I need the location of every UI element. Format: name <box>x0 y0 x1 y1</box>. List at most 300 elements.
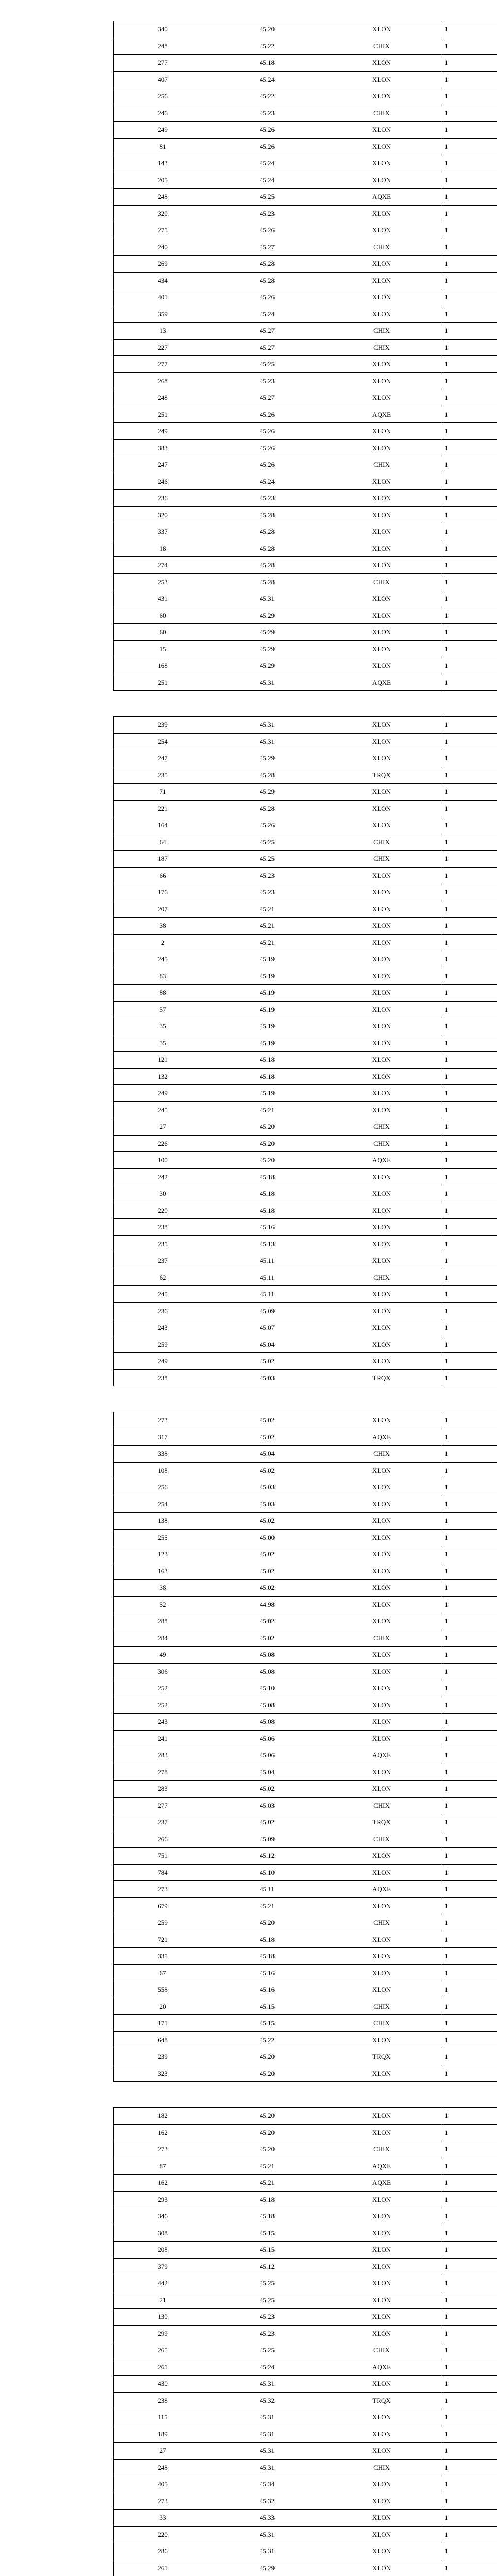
extra-cell: 1 <box>441 1580 497 1596</box>
price-cell: 45.11 <box>260 1257 275 1264</box>
extra-cell: 1 <box>441 901 497 918</box>
quantity-cell: 261 <box>158 2564 168 2572</box>
extra-cell: 1 <box>441 801 497 817</box>
extra-cell: 1 <box>441 1848 497 1864</box>
venue-cell: XLON <box>372 2296 391 2304</box>
venue-cell: XLON <box>372 972 391 980</box>
extra-cell: 1 <box>441 2125 497 2141</box>
table-row <box>114 1202 497 1219</box>
quantity-cell: 283 <box>158 1785 168 1792</box>
quantity-cell: 259 <box>158 1340 168 1348</box>
venue-cell: TRQX <box>372 1374 391 1382</box>
table-row <box>114 2225 497 2242</box>
extra-cell: 1 <box>441 1597 497 1613</box>
extra-cell: 1 <box>441 490 497 506</box>
extra-cell: 1 <box>441 440 497 456</box>
quantity-cell: 21 <box>159 2296 166 2304</box>
price-cell: 45.28 <box>259 528 275 535</box>
price-cell: 45.24 <box>259 477 275 485</box>
extra-cell: 1 <box>441 1002 497 1018</box>
quantity-cell: 171 <box>158 2019 168 2027</box>
quantity-cell: 241 <box>158 1734 168 1742</box>
venue-cell: XLON <box>372 1651 391 1658</box>
price-cell: 45.02 <box>259 1584 275 1591</box>
table-row <box>114 389 497 406</box>
table-row <box>114 1446 497 1463</box>
extra-cell: 1 <box>441 1269 497 1286</box>
table-row <box>114 1998 497 2015</box>
table-row <box>114 1764 497 1781</box>
price-cell: 45.21 <box>259 2179 275 2187</box>
price-cell: 45.31 <box>259 595 275 602</box>
price-cell: 45.27 <box>259 394 275 401</box>
quantity-cell: 143 <box>158 159 168 167</box>
quantity-cell: 784 <box>158 1868 168 1876</box>
quantity-cell: 243 <box>158 1324 168 1331</box>
table-row <box>114 851 497 868</box>
quantity-cell: 35 <box>159 1039 166 1047</box>
venue-cell: XLON <box>372 1190 391 1197</box>
table-row <box>114 289 497 306</box>
venue-cell: XLON <box>372 905 391 913</box>
venue-cell: XLON <box>372 595 391 602</box>
venue-cell: XLON <box>372 92 391 100</box>
extra-cell: 1 <box>441 2426 497 2443</box>
extra-cell: 1 <box>441 72 497 88</box>
quantity-cell: 648 <box>158 2036 168 2044</box>
venue-cell: XLON <box>372 2514 391 2521</box>
quantity-cell: 49 <box>159 1651 166 1658</box>
extra-cell: 1 <box>441 717 497 733</box>
venue-cell: XLON <box>372 2497 391 2505</box>
quantity-cell: 277 <box>158 1801 168 1809</box>
extra-cell: 1 <box>441 1370 497 1386</box>
quantity-cell: 221 <box>158 804 168 812</box>
quantity-cell: 751 <box>158 1852 168 1859</box>
price-cell: 45.23 <box>259 888 275 896</box>
quantity-cell: 237 <box>158 1818 168 1826</box>
price-cell: 45.23 <box>259 377 275 385</box>
quantity-cell: 235 <box>158 771 168 779</box>
table-row <box>114 239 497 256</box>
extra-cell: 1 <box>441 389 497 406</box>
price-cell: 45.28 <box>259 544 275 552</box>
table-row <box>114 2259 497 2276</box>
price-cell: 45.03 <box>259 1374 275 1382</box>
price-cell: 45.10 <box>259 1684 275 1692</box>
price-cell: 45.10 <box>259 1868 275 1876</box>
extra-cell: 1 <box>441 2192 497 2208</box>
table-row <box>114 473 497 490</box>
quantity-cell: 265 <box>158 2346 168 2354</box>
price-cell: 45.20 <box>259 2053 275 2060</box>
quantity-cell: 238 <box>158 1223 168 1231</box>
price-cell: 45.31 <box>259 2463 275 2471</box>
table-row <box>114 2108 497 2125</box>
venue-cell: XLON <box>372 888 391 896</box>
quantity-cell: 679 <box>158 1902 168 1910</box>
quantity-cell: 335 <box>158 1952 168 1960</box>
quantity-cell: 220 <box>158 1206 168 1214</box>
price-cell: 45.25 <box>259 2346 275 2354</box>
extra-cell: 1 <box>441 189 497 205</box>
quantity-cell: 237 <box>158 1257 168 1264</box>
price-cell: 45.21 <box>259 938 275 946</box>
price-cell: 45.25 <box>259 2279 275 2287</box>
quantity-cell: 38 <box>159 1584 166 1591</box>
quantity-cell: 286 <box>158 2547 168 2555</box>
table-row <box>114 2426 497 2443</box>
venue-cell: XLON <box>372 2262 391 2270</box>
venue-cell: CHIX <box>373 1919 390 1926</box>
venue-cell: XLON <box>372 1173 391 1181</box>
extra-cell: 1 <box>441 1136 497 1152</box>
price-cell: 45.23 <box>259 494 275 502</box>
table-row <box>114 2141 497 2158</box>
venue-cell: CHIX <box>373 855 390 862</box>
venue-cell: XLON <box>372 628 391 636</box>
extra-cell: 1 <box>441 674 497 691</box>
price-cell: 45.23 <box>259 2313 275 2320</box>
table-row <box>114 1513 497 1530</box>
quantity-cell: 27 <box>159 1123 166 1130</box>
venue-cell: AQXE <box>372 193 391 200</box>
table-row <box>114 2125 497 2142</box>
price-cell: 45.07 <box>259 1324 275 1331</box>
quantity-cell: 252 <box>158 1684 168 1692</box>
price-cell: 45.09 <box>259 1307 275 1315</box>
quantity-cell: 60 <box>159 628 166 636</box>
table-row <box>114 2015 497 2032</box>
extra-cell: 1 <box>441 1336 497 1353</box>
price-cell: 45.18 <box>259 1952 275 1960</box>
venue-cell: XLON <box>372 1106 391 1114</box>
venue-cell: XLON <box>372 2128 391 2137</box>
extra-cell: 1 <box>441 139 497 155</box>
venue-cell: XLON <box>372 1072 391 1080</box>
venue-cell: AQXE <box>372 2363 391 2371</box>
venue-cell: XLON <box>372 1617 391 1625</box>
price-cell: 45.27 <box>259 327 275 334</box>
quantity-cell: 288 <box>158 1617 168 1625</box>
price-cell: 45.12 <box>259 2262 275 2270</box>
table-row <box>114 440 497 457</box>
table-row <box>114 590 497 607</box>
price-cell: 45.26 <box>259 427 275 435</box>
quantity-cell: 239 <box>158 721 168 728</box>
extra-cell: 1 <box>441 2443 497 2459</box>
quantity-cell: 87 <box>159 2162 166 2170</box>
table-row <box>114 968 497 985</box>
price-cell: 45.26 <box>259 410 275 418</box>
quantity-cell: 253 <box>158 578 168 586</box>
extra-cell: 1 <box>441 1931 497 1948</box>
quantity-cell: 721 <box>158 1935 168 1943</box>
extra-cell: 1 <box>441 1018 497 1035</box>
price-cell: 45.15 <box>259 2229 275 2237</box>
extra-cell: 1 <box>441 2275 497 2292</box>
extra-cell: 1 <box>441 88 497 105</box>
extra-cell: 1 <box>441 473 497 490</box>
extra-cell: 1 <box>441 1118 497 1135</box>
venue-cell: XLON <box>372 1324 391 1331</box>
quantity-cell: 205 <box>158 176 168 184</box>
quantity-cell: 182 <box>158 2112 168 2120</box>
venue-cell: XLON <box>372 2430 391 2438</box>
price-cell: 45.18 <box>259 2212 275 2220</box>
price-cell: 45.19 <box>259 955 275 963</box>
table-row <box>114 256 497 273</box>
extra-cell: 1 <box>441 657 497 674</box>
extra-cell: 1 <box>441 55 497 71</box>
table-row <box>114 674 497 691</box>
table-row <box>114 1898 497 1915</box>
venue-cell: XLON <box>372 788 391 795</box>
quantity-cell: 138 <box>158 1517 168 1524</box>
quantity-cell: 379 <box>158 2262 168 2270</box>
table-row <box>114 1412 497 1429</box>
extra-cell: 1 <box>441 1202 497 1219</box>
quantity-cell: 162 <box>158 2179 168 2187</box>
price-cell: 45.02 <box>259 1567 275 1575</box>
venue-cell: XLON <box>372 2036 391 2044</box>
venue-cell: XLON <box>372 159 391 167</box>
quantity-cell: 255 <box>158 1533 168 1541</box>
venue-cell: XLON <box>372 2480 391 2488</box>
table-row <box>114 1530 497 1547</box>
venue-cell: XLON <box>372 1022 391 1030</box>
extra-cell: 1 <box>441 1496 497 1513</box>
quantity-cell: 88 <box>159 989 166 996</box>
extra-cell: 1 <box>441 784 497 800</box>
table-row <box>114 2543 497 2560</box>
quantity-cell: 306 <box>158 1667 168 1675</box>
trade-table <box>113 1412 497 2082</box>
extra-cell: 1 <box>441 1319 497 1336</box>
extra-cell: 1 <box>441 1881 497 1897</box>
price-cell: 45.03 <box>259 1500 275 1508</box>
venue-cell: XLON <box>372 1223 391 1231</box>
table-row <box>114 1697 497 1714</box>
table-row <box>114 574 497 591</box>
price-cell: 45.02 <box>259 1517 275 1524</box>
quantity-cell: 259 <box>158 1919 168 1926</box>
table-row <box>114 2476 497 2493</box>
venue-cell: CHIX <box>373 1123 390 1130</box>
extra-cell: 1 <box>441 1731 497 1747</box>
quantity-cell: 33 <box>159 2514 166 2521</box>
table-row <box>114 1002 497 1019</box>
venue-cell: CHIX <box>373 343 390 351</box>
extra-cell: 1 <box>441 607 497 624</box>
table-row <box>114 2527 497 2544</box>
venue-cell: XLON <box>372 1935 391 1943</box>
price-cell: 45.28 <box>259 771 275 779</box>
extra-cell: 1 <box>441 2510 497 2526</box>
quantity-cell: 256 <box>158 92 168 100</box>
price-cell: 45.18 <box>259 2195 275 2204</box>
table-row <box>114 1931 497 1948</box>
table-row <box>114 2158 497 2175</box>
table-row <box>114 2048 497 2065</box>
venue-cell: XLON <box>372 1768 391 1776</box>
table-row <box>114 2443 497 2460</box>
venue-cell: XLON <box>372 1290 391 1298</box>
table-row <box>114 1747 497 1764</box>
venue-cell: CHIX <box>373 2346 390 2354</box>
price-cell: 45.20 <box>259 25 275 33</box>
quantity-cell: 254 <box>158 1500 168 1508</box>
extra-cell: 1 <box>441 2208 497 2225</box>
extra-cell: 1 <box>441 540 497 557</box>
price-cell: 45.15 <box>259 2002 275 2010</box>
extra-cell: 1 <box>441 507 497 523</box>
table-row <box>114 206 497 223</box>
price-cell: 45.19 <box>259 1089 275 1097</box>
quantity-cell: 162 <box>158 2128 168 2137</box>
trade-table <box>113 21 497 691</box>
venue-cell: XLON <box>372 1550 391 1558</box>
price-cell: 45.21 <box>259 922 275 929</box>
extra-cell: 1 <box>441 2342 497 2359</box>
venue-cell: XLON <box>372 1684 391 1692</box>
extra-cell: 1 <box>441 574 497 590</box>
extra-cell: 1 <box>441 1102 497 1118</box>
table-row <box>114 1102 497 1119</box>
quantity-cell: 187 <box>158 855 168 862</box>
table-row <box>114 1680 497 1697</box>
table-row <box>114 1597 497 1614</box>
extra-cell: 1 <box>441 2527 497 2543</box>
price-cell: 45.08 <box>259 1718 275 1725</box>
price-cell: 45.29 <box>259 611 275 619</box>
venue-cell: XLON <box>372 1416 391 1424</box>
price-cell: 45.21 <box>259 1902 275 1910</box>
extra-cell: 1 <box>441 1052 497 1068</box>
extra-cell: 1 <box>441 641 497 657</box>
extra-cell: 1 <box>441 2175 497 2191</box>
quantity-cell: 236 <box>158 494 168 502</box>
price-cell: 45.32 <box>259 2497 275 2505</box>
extra-cell: 1 <box>441 1069 497 1085</box>
table-row <box>114 1303 497 1320</box>
extra-cell: 1 <box>441 1613 497 1630</box>
venue-cell: AQXE <box>372 1433 391 1441</box>
extra-cell: 1 <box>441 423 497 439</box>
venue-cell: XLON <box>372 1483 391 1491</box>
extra-cell: 1 <box>441 38 497 55</box>
venue-cell: CHIX <box>373 461 390 468</box>
venue-cell: XLON <box>372 1868 391 1876</box>
table-row <box>114 985 497 1002</box>
extra-cell: 1 <box>441 2460 497 2476</box>
price-cell: 45.03 <box>259 1801 275 1809</box>
venue-cell: XLON <box>372 1902 391 1910</box>
price-cell: 45.31 <box>259 721 275 728</box>
price-cell: 45.08 <box>259 1667 275 1675</box>
venue-cell: XLON <box>372 2547 391 2555</box>
quantity-cell: 227 <box>158 343 168 351</box>
table-row <box>114 1336 497 1353</box>
venue-cell: XLON <box>372 59 391 66</box>
table-row <box>114 2065 497 2082</box>
table-row <box>114 273 497 290</box>
venue-cell: XLON <box>372 2380 391 2387</box>
price-cell: 45.31 <box>259 2547 275 2555</box>
venue-cell: XLON <box>372 1952 391 1960</box>
table-row <box>114 1781 497 1798</box>
quantity-cell: 207 <box>158 905 168 913</box>
price-cell: 45.02 <box>259 1433 275 1441</box>
table-row <box>114 1118 497 1136</box>
venue-cell: XLON <box>372 544 391 552</box>
venue-cell: XLON <box>372 645 391 653</box>
extra-cell: 1 <box>441 122 497 138</box>
venue-cell: XLON <box>372 2212 391 2220</box>
quantity-cell: 284 <box>158 1634 168 1642</box>
quantity-cell: 115 <box>158 2413 168 2421</box>
table-row <box>114 1185 497 1202</box>
price-cell: 45.02 <box>259 1416 275 1424</box>
price-cell: 45.28 <box>259 561 275 569</box>
quantity-cell: 240 <box>158 243 168 251</box>
quantity-cell: 340 <box>158 25 168 33</box>
table-row <box>114 373 497 390</box>
price-cell: 45.29 <box>259 754 275 762</box>
table-row <box>114 717 497 734</box>
table-row <box>114 2460 497 2477</box>
price-cell: 45.20 <box>259 1139 275 1147</box>
venue-cell: XLON <box>372 1734 391 1742</box>
venue-cell: XLON <box>372 955 391 963</box>
extra-cell: 1 <box>441 1479 497 1496</box>
quantity-cell: 251 <box>158 410 168 418</box>
quantity-cell: 273 <box>158 1416 168 1424</box>
price-cell: 45.18 <box>259 1935 275 1943</box>
table-row <box>114 557 497 574</box>
price-cell: 45.31 <box>259 2380 275 2387</box>
venue-cell: CHIX <box>373 109 390 117</box>
quantity-cell: 15 <box>159 645 166 653</box>
table-row <box>114 1865 497 1882</box>
extra-cell: 1 <box>441 968 497 985</box>
table-row <box>114 21 497 38</box>
extra-cell: 1 <box>441 734 497 750</box>
extra-cell: 1 <box>441 1647 497 1663</box>
quantity-cell: 442 <box>158 2279 168 2287</box>
price-cell: 45.22 <box>259 92 275 100</box>
price-cell: 45.23 <box>259 109 275 117</box>
table-row <box>114 935 497 952</box>
quantity-cell: 242 <box>158 1173 168 1181</box>
quantity-cell: 2 <box>161 938 165 946</box>
extra-cell: 1 <box>441 2108 497 2124</box>
table-row <box>114 122 497 139</box>
venue-cell: AQXE <box>372 410 391 418</box>
trade-table <box>113 716 497 1386</box>
quantity-cell: 407 <box>158 75 168 83</box>
venue-cell: CHIX <box>373 2019 390 2027</box>
price-cell: 45.04 <box>259 1340 275 1348</box>
price-cell: 45.02 <box>259 1466 275 1475</box>
table-row <box>114 1018 497 1035</box>
extra-cell: 1 <box>441 1412 497 1429</box>
extra-cell: 1 <box>441 406 497 423</box>
table-row <box>114 105 497 122</box>
quantity-cell: 226 <box>158 1139 168 1147</box>
quantity-cell: 275 <box>158 226 168 234</box>
price-cell: 45.12 <box>259 1852 275 1859</box>
